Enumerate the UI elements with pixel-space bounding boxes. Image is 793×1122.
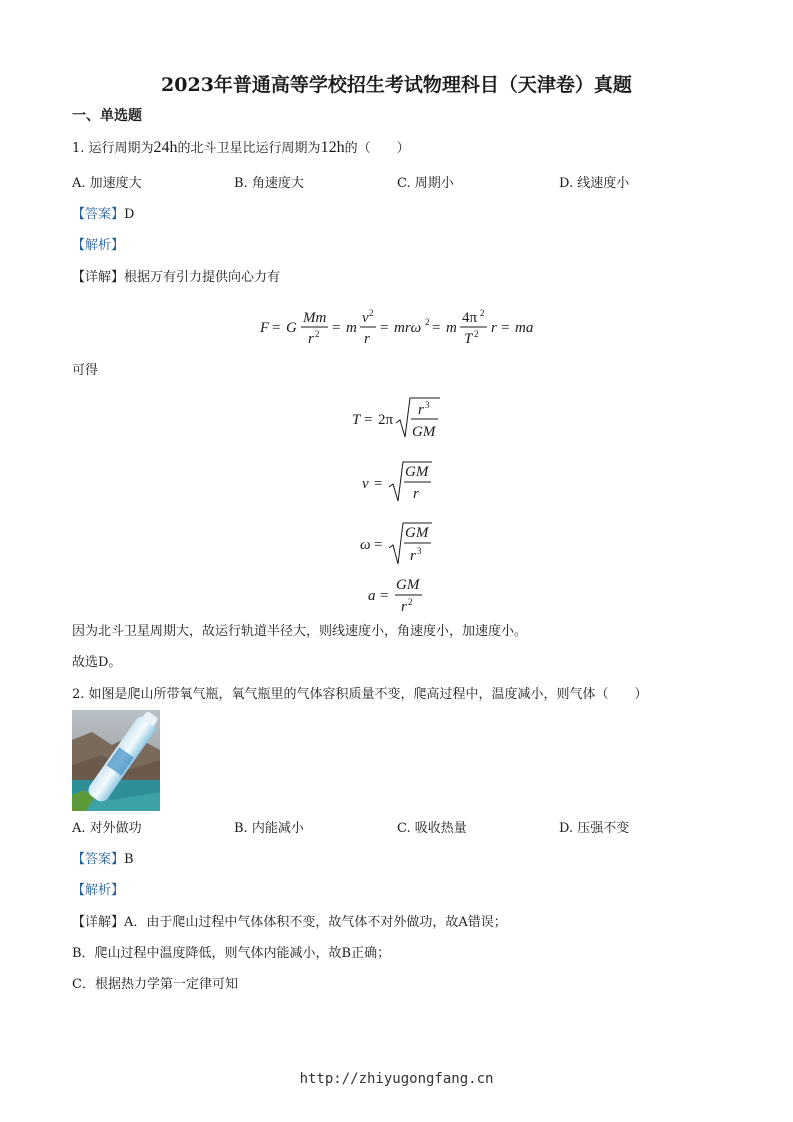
formula-angular-velocity [358, 518, 438, 570]
svg-text:=: = [380, 588, 389, 604]
svg-text:T: T [464, 331, 473, 347]
svg-text:2: 2 [425, 317, 430, 327]
formula-acceleration [366, 574, 436, 618]
q1-conclusion: 因为北斗卫星周期大，故运行轨道半径大，则线速度小，角速度小，加速度小。 [72, 624, 528, 639]
q2-option-b: B. 内能减小 [234, 821, 304, 836]
q2-option-c: C. 吸收热量 [397, 821, 467, 836]
svg-text:=: = [272, 320, 281, 336]
q1-option-d: D. 线速度小 [559, 176, 630, 191]
q2-analysis-label: 【解析】 [72, 883, 125, 898]
q1-option-c: C. 周期小 [397, 176, 454, 191]
svg-text:4π: 4π [462, 310, 478, 326]
q1-option-a: A. 加速度大 [72, 176, 142, 191]
svg-text:r: r [308, 331, 314, 347]
svg-text:GM: GM [412, 424, 436, 440]
q1-choose: 故选D。 [72, 655, 122, 670]
question-1-stem: 1. 运行周期为24h的北斗卫星比运行周期为12h的（ ） [72, 139, 410, 156]
formula-velocity [360, 457, 440, 507]
svg-text:2: 2 [315, 329, 320, 339]
svg-text:v: v [362, 310, 369, 326]
svg-text:T: T [352, 412, 361, 428]
svg-text:r: r [401, 599, 407, 615]
svg-text:r: r [364, 331, 370, 347]
q2-option-d: D. 压强不变 [559, 821, 630, 836]
q2-answer: 【答案】B [72, 852, 134, 867]
svg-text:2: 2 [480, 308, 485, 318]
svg-text:r: r [410, 548, 416, 564]
q2-option-a: A. 对外做功 [72, 821, 142, 836]
page-title: 2023年普通高等学校招生考试物理科目（天津卷）真题 [161, 74, 632, 96]
svg-text:=: = [374, 537, 383, 553]
svg-text:2: 2 [369, 308, 374, 318]
q1-answer: 【答案】D [72, 207, 135, 222]
svg-text:3: 3 [417, 546, 422, 556]
svg-text:2: 2 [408, 597, 413, 607]
svg-text:=: = [432, 320, 441, 336]
oxygen-bottle-photo [72, 710, 160, 811]
svg-text:mrω: mrω [394, 320, 422, 336]
svg-text:m: m [346, 320, 357, 336]
svg-text:=: = [332, 320, 341, 336]
svg-text:GM: GM [405, 464, 429, 480]
svg-text:r: r [491, 320, 497, 336]
svg-text:v: v [362, 476, 369, 492]
svg-text:=: = [501, 320, 510, 336]
svg-text:=: = [380, 320, 389, 336]
q2-detail-b: B．爬山过程中温度降低，则气体内能减小，故B正确； [72, 946, 391, 961]
q2-detail-a: 【详解】A．由于爬山过程中气体体积不变，故气体不对外做功，故A错误； [72, 915, 507, 930]
q1-option-b: B. 角速度大 [234, 176, 304, 191]
svg-text:=: = [364, 412, 373, 428]
q2-detail-c: C．根据热力学第一定律可知 [72, 977, 238, 992]
svg-text:G: G [286, 320, 297, 336]
svg-text:3: 3 [425, 400, 430, 410]
kede-text: 可得 [72, 363, 99, 378]
svg-text:GM: GM [405, 525, 429, 541]
q1-detail: 【详解】根据万有引力提供向心力有 [72, 270, 281, 285]
svg-text:2: 2 [474, 329, 479, 339]
formula-gravitation [255, 306, 545, 350]
svg-text:Mm: Mm [303, 310, 327, 326]
svg-text:ω: ω [360, 537, 371, 553]
svg-text:m: m [446, 320, 457, 336]
svg-text:r: r [418, 402, 424, 418]
svg-text:a: a [368, 588, 376, 604]
svg-text:2π: 2π [378, 412, 394, 428]
footer-url[interactable]: http://zhiyugongfang.cn [299, 1071, 494, 1087]
q1-analysis-label: 【解析】 [72, 238, 125, 253]
section-heading: 一、单选题 [72, 108, 142, 124]
formula-period [350, 393, 450, 443]
svg-text:GM: GM [396, 577, 420, 593]
question-2-stem: 2. 如图是爬山所带氧气瓶，氧气瓶里的气体容积质量不变，爬高过程中，温度减小，则气体（ ） [72, 687, 648, 702]
svg-text:F: F [260, 320, 270, 336]
svg-text:=: = [374, 476, 383, 492]
svg-text:r: r [413, 486, 419, 502]
svg-text:ma: ma [515, 320, 534, 336]
